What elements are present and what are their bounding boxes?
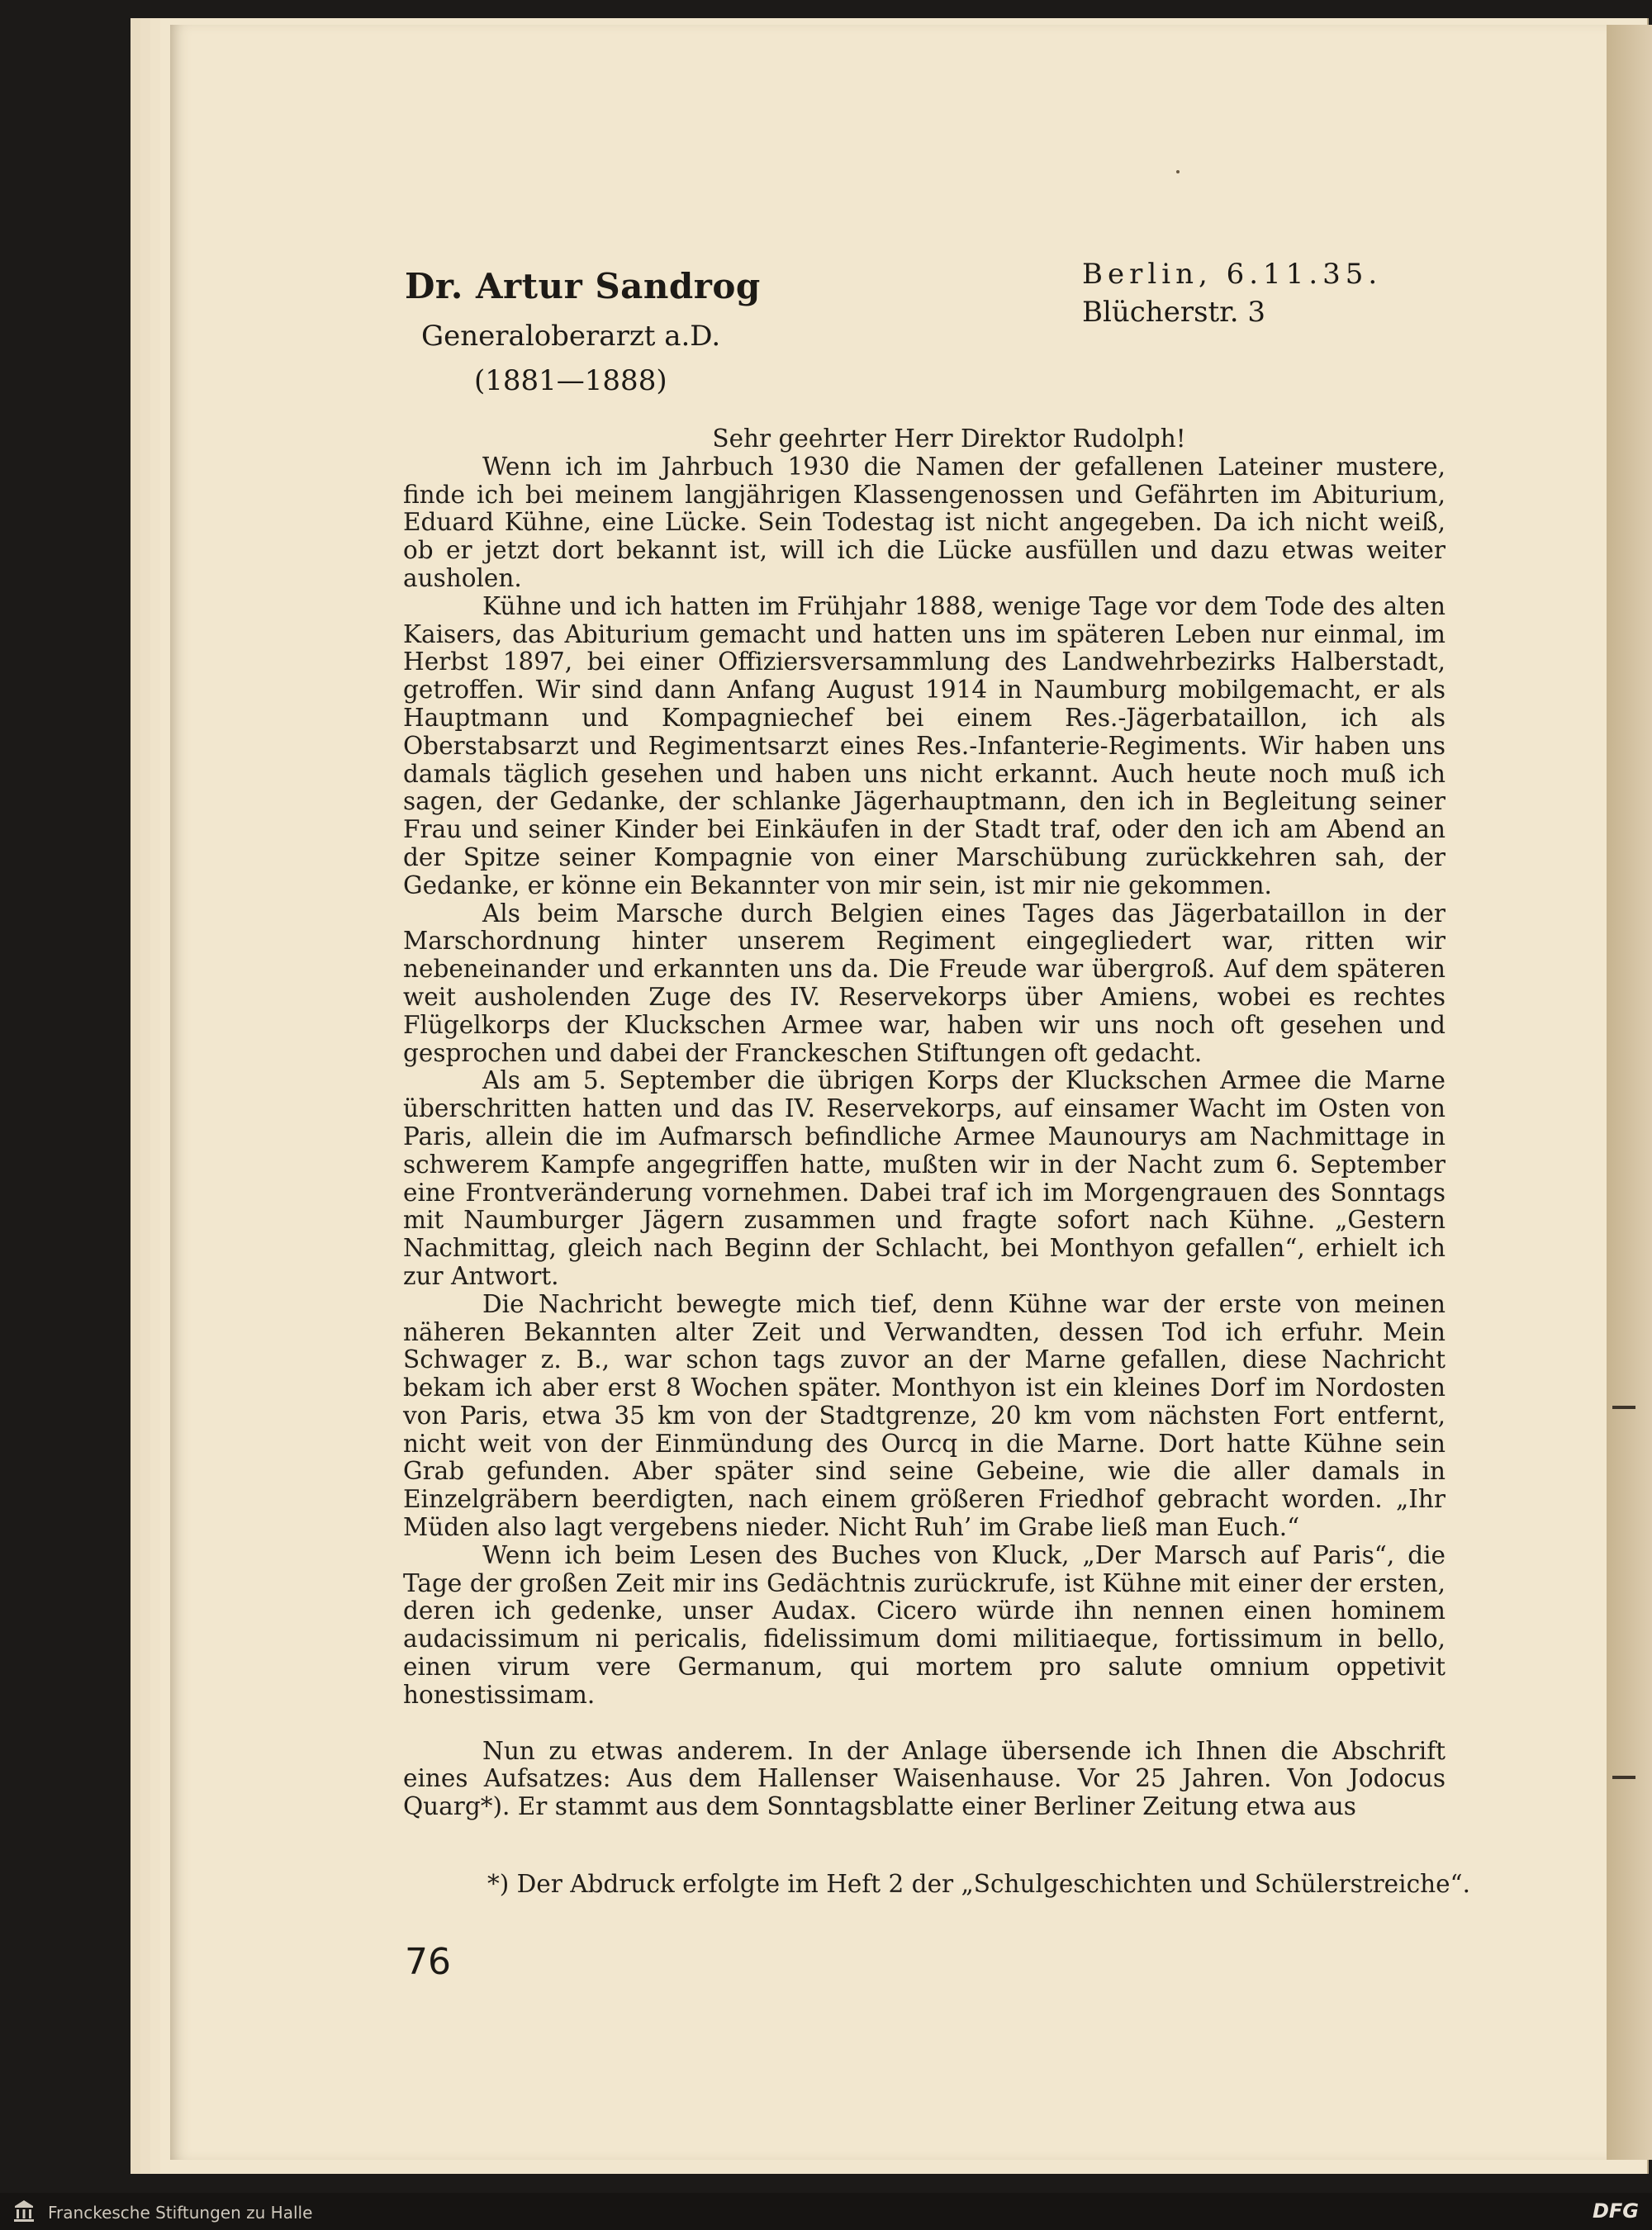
source-institution: Franckesche Stiftungen zu Halle: [48, 2203, 313, 2223]
paragraph: Als beim Marsche durch Belgien eines Tages das Jägerbataillon in der Marschordnung hinter unserem Regiment eingegliedert war, ritten wir nebeneinander und erkannten uns da. Die Freude war übergroß. Auf dem späteren weit ausholenden Zuge des IV. Reservekorps über Amiens, wobei es rechtes Flügelkorps der Kluckschen Armee war, haben wir uns noch oft gesehen und gesprochen und dabei der Franckeschen Stiftungen oft gedacht.: [403, 899, 1446, 1067]
letter-sender-block: [405, 266, 761, 397]
paragraph: Als am 5. September die übrigen Korps der Kluckschen Armee die Marne überschritten hatten und das IV. Reservekorps, auf einsamer Wacht im Osten von Paris, allein die im Aufmarsch befindliche Armee Maunourys am Nachmittage in schwerem Kampfe angegriffen hatte, mußten wir in der Nacht zum 6. September eine Frontveränderung vornehmen. Dabei traf ich im Morgengrauen des Sonntags mit Naumburger Jägern zusammen und fragte sofort nach Kühne. „Gestern Nachmittag, gleich nach Beginn der Schlacht, bei Monthyon gefallen“, erhielt ich zur Antwort.: [403, 1066, 1446, 1290]
page-number: 76: [405, 1941, 451, 1983]
facing-page-edge: [1607, 25, 1652, 2160]
paragraph: Wenn ich beim Lesen des Buches von Kluck, „Der Marsch auf Paris“, die Tage der großen Zeit mir ins Gedächtnis zurückrufe, ist Kühne mit einer der ersten, deren ich gedenke, unser Audax. Cicero würde ihn nennen einen hominem audacissimum ni pericalis, fidelissimum domi militiaeque, fortissimum in bello, einen virum vere Germanum, qui mortem pro salute omnium oppetivit honestissimam.: [403, 1540, 1446, 1709]
author-years: (1881—1888): [474, 364, 667, 397]
letter-body: [403, 425, 1446, 1821]
author-rank: Generaloberarzt a.D.: [421, 320, 721, 353]
paragraph: Kühne und ich hatten im Frühjahr 1888, wenige Tage vor dem Tode des alten Kaisers, das Abiturium gemacht und hatten uns im späteren Leben nur einmal, im Herbst 1897, bei einer Offiziersversammlung des Landwehrbezirks Halberstadt, getroffen. Wir sind dann Anfang August 1914 in Naumburg mobilgemacht, er als Hauptmann und Kompagniechef bei einem Res.-Jägerbataillon, ich als Oberstabsarzt und Regimentsarzt eines Res.-Infanterie-Regiments. Wir haben uns damals täglich gesehen und haben uns nicht erkannt. Auch heute noch muß ich sagen, der Gedanke, der schlanke Jägerhauptmann, den ich in Begleitung seiner Frau und seiner Kinder bei Einkäufen in der Stadt traf, oder den ich am Abend an der Spitze seiner Kompagnie von einer Marschübung zurückkehren sah, der Gedanke, er könne ein Bekannter von mir sein, ist mir nie gekommen.: [403, 591, 1446, 899]
institution-logo-icon: [10, 2197, 38, 2225]
margin-mark: [1612, 1776, 1635, 1779]
paragraph: Die Nachricht bewegte mich tief, denn Kühne war der erste von meinen näheren Bekannten alter Zeit und Verwandten, dessen Tod ich erfuhr. Mein Schwager z. B., war schon tags zuvor an der Marne gefallen, diese Nachricht bekam ich aber erst 8 Wochen später. Monthyon ist ein kleines Dorf im Nordosten von Paris, etwa 35 km von der Stadtgrenze, 20 km vom nächsten Fort entfernt, nicht weit von der Einmündung des Ourcq in die Marne. Dort hatte Kühne sein Grab gefunden. Aber später sind seine Gebeine, wie die aller damals in Einzelgräbern beerdigten, nach einem größeren Friedhof gebracht worden. „Ihr Müden also lagt vergebens nieder. Nicht Ruh’ im Grabe ließ man Euch.“: [403, 1289, 1446, 1542]
salutation: Sehr geehrter Herr Direktor Rudolph!: [712, 425, 1186, 453]
paragraph: Nun zu etwas anderem. In der Anlage übersende ich Ihnen die Abschrift eines Aufsatzes: Aus dem Hallenser Waisenhause. Vor 25 Jahren. Von Jodocus Quarg*). Er stammt aus dem Sonntagsblatte einer Berliner Zeitung etwa aus: [403, 1736, 1446, 1821]
paragraph: Wenn ich im Jahrbuch 1930 die Namen der gefallenen Lateiner mustere, finde ich bei meinem langjährigen Klassengenossen und Gefährten im Abiturium, Eduard Kühne, eine Lücke. Sein Todestag ist nicht angegeben. Da ich nicht weiß, ob er jetzt dort bekannt ist, will ich die Lücke ausfüllen und dazu etwas weiter ausholen.: [403, 452, 1446, 592]
dfg-logo: DFG: [1592, 2199, 1639, 2223]
letter-place-date-block: [1082, 258, 1382, 329]
author-name: Dr. Artur Sandrog: [405, 266, 761, 306]
viewer-footer: [0, 2193, 1652, 2230]
street-address: Blücherstr. 3: [1082, 296, 1265, 329]
paper-speck: [1176, 170, 1180, 173]
margin-mark: [1612, 1406, 1635, 1409]
location-date: Berlin, 6.11.35.: [1082, 258, 1383, 291]
footnote: *) Der Abdruck erfolgte im Heft 2 der „Schulgeschichten und Schülerstreiche“.: [487, 1870, 1471, 1898]
